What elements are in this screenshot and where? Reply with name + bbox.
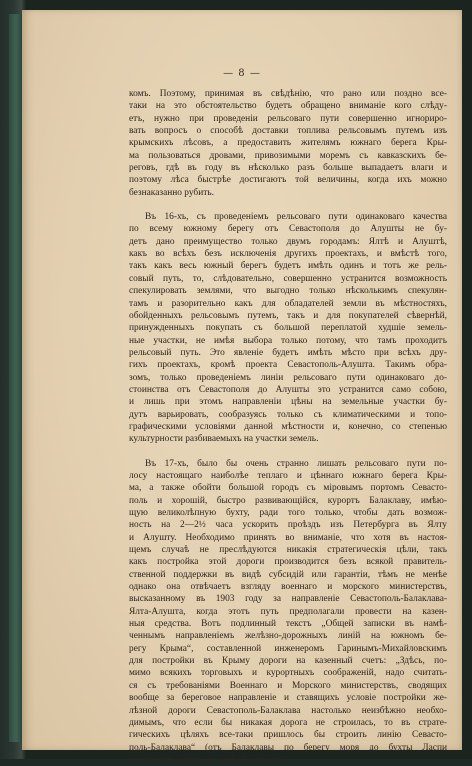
text-line: щую великолѣпную бухту, ради того только, чтобы дать возмож-: [129, 508, 447, 518]
text-line: ся съ требованіями Военнаго и Морского министерствъ, сводящих: [129, 680, 447, 691]
text-line: такъ какъ весь южный берегъ будетъ имѣть одинъ и тотъ же рель-: [129, 261, 447, 272]
text-line: графическими условіями данной мѣстности и, конечно, со степенью: [129, 421, 447, 432]
text-line: димымъ, что если бы никакая дорога не строилась, то въ страте-: [129, 717, 447, 728]
text-line: щемъ случаѣ не преслѣдуются никакія стратегическія цѣли, такъ: [129, 545, 447, 556]
text-line: принужденныхъ покупать съ большой переплатой худшіе земель-: [129, 323, 447, 334]
text-line: ма пользоваться дровами, привозимыми моремъ съ кавказскихъ бе-: [129, 150, 447, 161]
text-line: Ялта-Алушта, когда этотъ путь предполагали провести на казен-: [129, 606, 447, 617]
paragraph: [129, 458, 447, 766]
text-line: ченнымъ направленіемъ желѣзно-дорожныхъ линій на южномъ бе-: [129, 631, 447, 642]
text-line: гическихъ цѣляхъ все-таки пришлось бы строить линію Севасто-: [129, 730, 447, 741]
text-line: по всему южному берегу отъ Севастополя до Алушты не бу-: [129, 224, 447, 235]
text-line: обойденныхъ рельсовымъ путемъ, такъ и для покупателей сѣвернѣй,: [129, 310, 447, 321]
page-number: — 8 —: [223, 68, 261, 79]
text-line: стоинства отъ Севастополя до Алушты это устранится само собою,: [129, 384, 447, 395]
text-line: культурности разбиваемыхъ на участки земель.: [129, 434, 319, 445]
text-line: зомъ, только проведеніемъ линіи рельсоваго пути одинаковаго до-: [129, 372, 447, 383]
text-line: поль-Балаклава“ (отъ Балаклавы по берегу моря до бухты Ласпи: [129, 742, 447, 753]
text-line: етъ, нужно при проведеніи рельсоваго пути совершенно игнориро-: [129, 113, 447, 124]
text-line: ма, а также обойти большой городъ съ міровымъ портомъ Севасто-: [129, 483, 447, 494]
text-line: рельсовый путь. Это явленіе будетъ имѣть мѣсто при всѣхъ дру-: [129, 347, 447, 358]
text-line: гихъ проектахъ, кромѣ проекта Севастополь-Алушта. Такимъ обра-: [129, 360, 447, 371]
text-line: Въ 17-хъ, было бы очень странно лишать рельсоваго пути по-: [145, 458, 447, 469]
paragraph: [129, 88, 447, 199]
text-line: тамъ и разорительно какъ для обладателей земли въ мѣстностяхъ,: [129, 298, 447, 309]
text-line: крымскихъ лѣсовъ, а предоставить жителямъ южнаго берега Кры-: [129, 138, 447, 149]
text-line: для постройки въ Крыму дороги на казенный счетъ: „Здѣсь, по-: [129, 656, 447, 667]
text-line: реговъ, гдѣ въ году въ нѣсколько разъ больше выпадаетъ влаги и: [129, 163, 447, 174]
text-line: вообще за береговое направленіе и ставящихъ условіе постройки же-: [129, 693, 447, 704]
text-line: Въ 16-хъ, съ проведеніемъ рельсоваго пути одинаковаго качества: [145, 212, 447, 223]
book-spine: [9, 14, 23, 742]
text-line: поэтому лѣса быстрѣе достигаютъ той величины, когда ихъ можно: [129, 175, 447, 186]
text-line: ные участки, не имѣя выбора только потому, что тамъ проходитъ: [129, 335, 447, 346]
text-line: лосу настоящаго наиболѣе теплаго и цѣннаго южнаго берега Кры-: [129, 470, 447, 481]
text-line: совый путь, то, слѣдовательно, совершенно устранится возможность: [129, 273, 447, 284]
text-line: дутъ варьировать, сообразуясь только съ климатическими и топо-: [129, 409, 447, 420]
text-line: ныя средства. Вотъ подлинный текстъ „Общей записки въ намѣ-: [129, 619, 447, 630]
text-line: ственной поддержки въ видѣ субсидій или гарантіи, тѣмъ не менѣе: [129, 569, 447, 580]
text-line: регу Крыма“, составленной инженеромъ Гаринымъ-Михайловскимъ: [129, 643, 447, 654]
text-line: какъ постройка этой дороги производится безъ всякой правитель-: [129, 557, 447, 568]
page-body-text: [129, 88, 447, 766]
text-line: мимо всякихъ торговыхъ и курортныхъ соображеній, надо считать-: [129, 668, 447, 679]
text-line: детъ дано преимущество только двумъ городамъ: Ялтѣ и Алуштѣ,: [129, 236, 447, 247]
text-line: и лишь при этомъ направленіи цѣны на земельные участки бу-: [129, 397, 447, 408]
text-line: вать вопросъ о способѣ доставки топлива рельсовымъ путемъ изъ: [129, 126, 447, 137]
paragraph: [129, 211, 447, 446]
text-line: спекулировать землями, что выгодно только нѣсколькимъ спекулян-: [129, 286, 447, 297]
text-line: ность на 2—2½ часа ускорить проѣздъ изъ Петербурга въ Ялту: [129, 520, 447, 531]
text-line: таки на это обстоятельство будетъ обращено вниманіе кого слѣду-: [129, 101, 447, 112]
text-line: какъ во всѣхъ безъ исключенія другихъ проектахъ, и вмѣстѣ того,: [129, 249, 447, 260]
text-line: и Алушту. Необходимо принять во вниманіе, что хотя въ настоя-: [129, 532, 447, 543]
text-line: однако она отвѣчаетъ взгляду военнаго и морского министерствъ,: [129, 582, 447, 593]
text-line: высказанному въ 1903 году за направленіе Севастополь-Балаклава-: [129, 594, 447, 605]
text-line: поль и хорошій, быстро развивающійся, курортъ Балаклаву, имѣю-: [129, 495, 447, 506]
text-line: на южномъ берегу не болѣе 12 верстъ).: [129, 754, 286, 765]
text-line: комъ. Поэтому, принимая въ свѣдѣнію, что рано или поздно все-: [129, 89, 447, 99]
text-line: безнаказанно рубить.: [129, 187, 214, 198]
book-page: [22, 10, 462, 765]
text-line: лѣзной дороги Севастополь-Балаклава настолько неизбѣжно необхо-: [129, 705, 447, 716]
